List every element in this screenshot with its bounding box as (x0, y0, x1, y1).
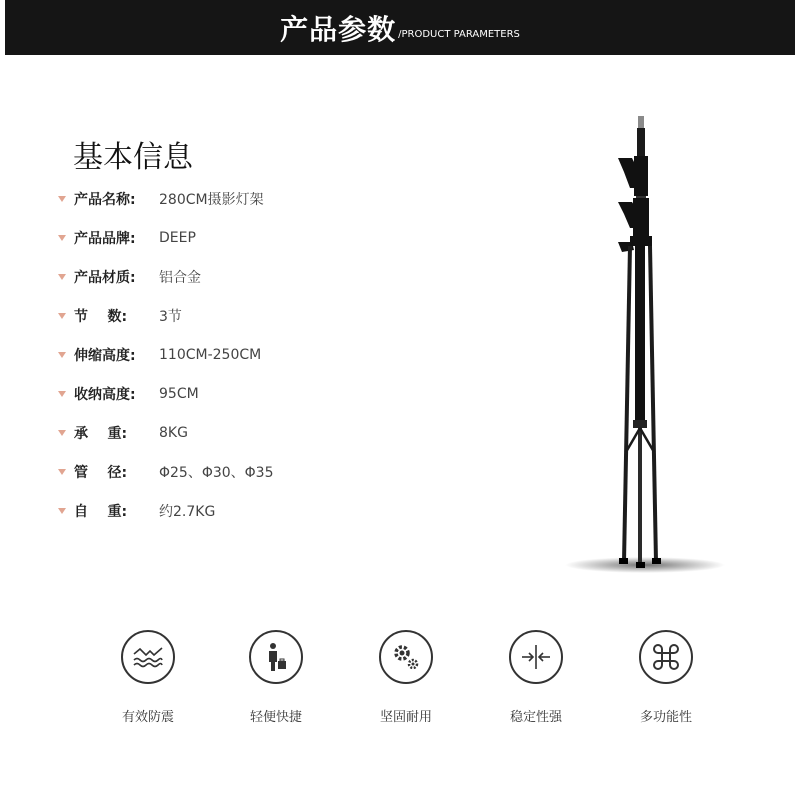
spec-label: 管 径: (74, 465, 128, 481)
spec-label: 承 重: (74, 426, 128, 442)
spec-row-folded-height (58, 383, 478, 405)
spec-row-extended-height (58, 344, 478, 366)
feature-circle (379, 630, 433, 684)
spec-label: 产品名称: (74, 192, 136, 208)
spec-value: 约2.7KG (159, 504, 216, 520)
spec-row-weight (58, 500, 478, 522)
bullet-triangle-icon (58, 313, 66, 319)
light-stand-image (560, 110, 730, 580)
arrows-inward-icon (519, 640, 553, 674)
spec-label: 收纳高度: (74, 387, 136, 403)
spec-label: 伸缩高度: (74, 348, 136, 364)
feature-circle (249, 630, 303, 684)
spec-label: 产品品牌: (74, 231, 136, 247)
spec-row-material (58, 266, 478, 288)
feature-label: 多功能性 (639, 710, 692, 725)
feature-circle (121, 630, 175, 684)
bullet-triangle-icon (58, 352, 66, 358)
bullet-triangle-icon (58, 391, 66, 397)
bullet-triangle-icon (58, 196, 66, 202)
spec-value: 95CM (159, 386, 199, 402)
feature-durable (351, 630, 461, 725)
spec-row-tube-diameter (58, 461, 478, 483)
gears-icon (389, 640, 423, 674)
spec-value: 110CM-250CM (159, 347, 262, 363)
bullet-triangle-icon (58, 430, 66, 436)
spec-label: 节 数: (74, 309, 128, 325)
spec-row-brand (58, 227, 478, 249)
section-title: 基本信息 (73, 140, 193, 175)
shock-absorb-icon (131, 640, 165, 674)
feature-icons-row (0, 630, 800, 730)
spec-value: DEEP (159, 230, 196, 246)
spec-value: 8KG (159, 425, 188, 441)
header-subtitle: /PRODUCT PARAMETERS (398, 29, 520, 40)
feature-label: 轻便快捷 (249, 710, 302, 725)
spec-label: 产品材质: (74, 270, 136, 286)
feature-multifunction (611, 630, 721, 725)
spec-value: 3节 (159, 309, 182, 325)
spec-row-load (58, 422, 478, 444)
page-header (5, 0, 795, 55)
bullet-triangle-icon (58, 508, 66, 514)
bullet-triangle-icon (58, 235, 66, 241)
header-title: 产品参数 (280, 12, 397, 46)
feature-label: 坚固耐用 (379, 710, 432, 725)
command-icon (649, 640, 683, 674)
feature-portable (221, 630, 331, 725)
spec-value: 铝合金 (159, 270, 201, 286)
feature-stable (481, 630, 591, 725)
feature-circle (509, 630, 563, 684)
spec-value: Φ25、Φ30、Φ35 (159, 465, 274, 481)
bullet-triangle-icon (58, 469, 66, 475)
spec-row-name (58, 188, 478, 210)
feature-label: 稳定性强 (509, 710, 562, 725)
spec-label: 自 重: (74, 504, 128, 520)
feature-shockproof (93, 630, 203, 725)
bullet-triangle-icon (58, 274, 66, 280)
feature-label: 有效防震 (121, 710, 174, 725)
person-carry-icon (259, 640, 293, 674)
spec-row-sections (58, 305, 478, 327)
spec-value: 280CM摄影灯架 (159, 192, 264, 208)
feature-circle (639, 630, 693, 684)
